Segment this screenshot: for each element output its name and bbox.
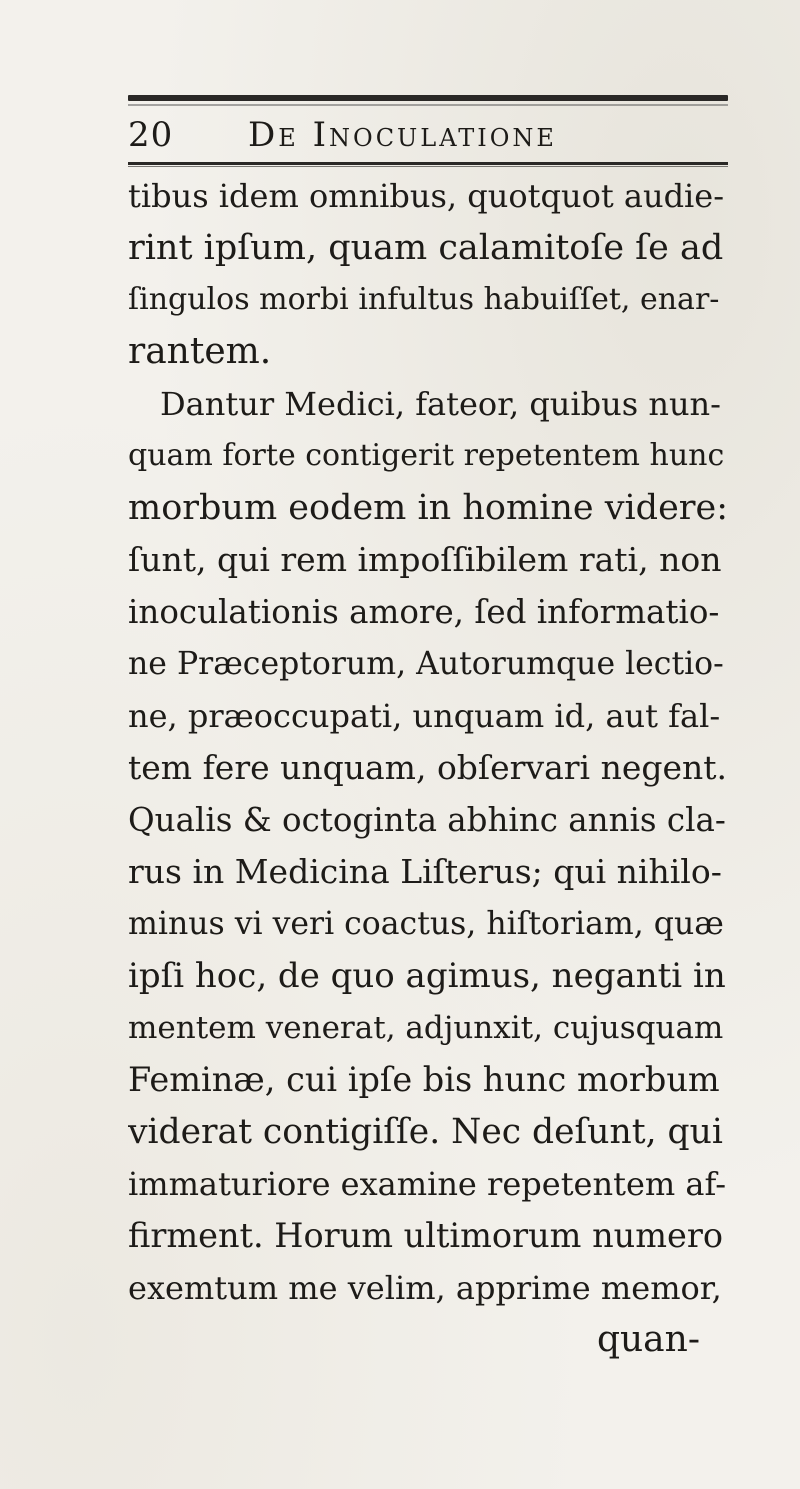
text-line: rint ipſum, quam calamitoſe ſe ad (128, 228, 724, 268)
header-top-rule-thin (128, 104, 728, 106)
header-bottom-rule (128, 162, 728, 165)
text-line: rantem. (128, 331, 272, 372)
page-number: 20 (128, 115, 174, 155)
text-line: mentem venerat, adjunxit, cujusquam (128, 1010, 724, 1046)
header-top-rule (128, 95, 728, 101)
text-line: ſunt, qui rem impoſſibilem rati, non (128, 540, 722, 579)
text-line: quam forte contigerit repetentem hunc (128, 438, 725, 473)
text-line: ipſi hoc, de quo agimus, neganti in (128, 956, 726, 996)
text-line: rus in Medicina Liſterus; qui nihilo- (128, 852, 722, 891)
text-line: viderat contigiſſe. Nec deſunt, qui (128, 1112, 723, 1152)
text-line: ſingulos morbi infultus habuiſſet, enar- (128, 282, 720, 317)
text-line: exemtum me velim, apprime memor, (128, 1269, 722, 1307)
text-line: inoculationis amore, ſed informatio- (128, 593, 720, 631)
text-line: ne, præoccupati, unquam id, aut fal- (128, 697, 721, 735)
catchword: quan- (596, 1319, 700, 1360)
text-line: tibus idem omnibus, quotquot audie- (128, 177, 725, 215)
text-line: firment. Horum ultimorum numero (128, 1216, 724, 1255)
text-line: Qualis & octoginta abhinc annis cla- (128, 801, 726, 839)
text-line: Feminæ, cui ipſe bis hunc morbum (128, 1060, 720, 1099)
body-text (128, 170, 728, 1366)
text-line: immaturiore examine repetentem af- (128, 1165, 726, 1203)
text-line: tem fere unquam, obſervari negent. (128, 748, 728, 787)
running-head (128, 110, 728, 160)
running-head-title: De Inoculatione (248, 115, 557, 155)
text-line: ne Præceptorum, Autorumque lectio- (128, 646, 724, 682)
text-line: Dantur Medici, fateor, quibus nun- (160, 385, 721, 423)
header-bottom-rule-thin (128, 166, 728, 167)
text-line: morbum eodem in homine videre: (128, 488, 728, 528)
text-line: minus vi veri coactus, hiſtoriam, quæ (128, 906, 724, 942)
